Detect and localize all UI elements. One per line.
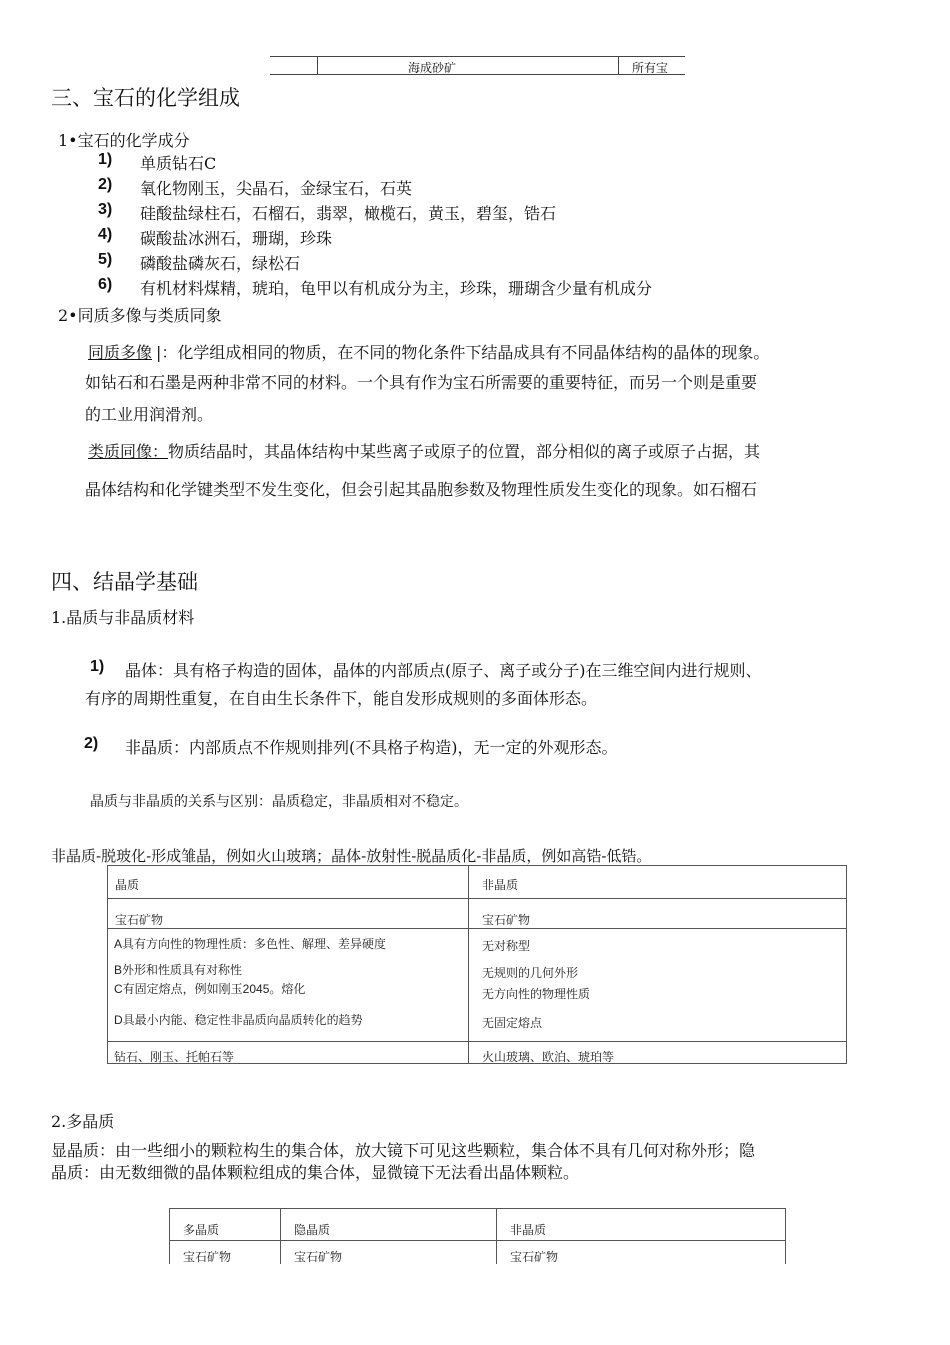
section-3-title: 三、宝石的化学组成 [51,86,240,110]
list-item-num-1: 1) [98,151,113,168]
table1-right-prop-1: 无对称型 [482,939,531,953]
term-isomorphism: 类质同像： [88,442,169,461]
table1-mineral-left-text: 宝石矿物 [115,913,164,927]
fragment-divider-2 [618,56,619,74]
table1-left-prop-b: B外形和性质具有对称性 [114,963,243,977]
section-4-title: 四、结晶学基础 [51,570,198,594]
table2-header-2-text: 隐晶质 [294,1223,331,1237]
crystal-item-num-1: 1) [90,658,105,675]
table1-props-right [469,929,847,1042]
table1-left-prop-a: A具有方向性的物理性质：多色性、解理、差异硬度 [114,937,387,951]
table1-header-right [469,866,847,899]
table2-header-3-text: 非晶质 [510,1223,547,1237]
list-item-text-1: 单质钻石C [140,154,217,173]
table2-header-1 [170,1209,281,1241]
table2-cell-3-text: 宝石矿物 [510,1250,559,1264]
term-mark: | [156,343,162,362]
list-item-num-5: 5) [98,251,113,268]
list-item-text-6: 有机材料煤精，琥珀，龟甲以有机成分为主，珍珠，珊瑚含少量有机成分 [140,279,653,298]
list-item-text-5: 磷酸盐磷灰石，绿松石 [140,254,301,273]
table2-header-1-text: 多晶质 [183,1223,220,1237]
table2-cell-1-text: 宝石矿物 [183,1250,232,1264]
table1-examples-left-text: 钻石、刚玉、托帕石等 [114,1050,235,1064]
list-item-text-4: 碳酸盐冰洲石，珊瑚，珍珠 [140,229,333,248]
table2-header-3 [497,1209,786,1241]
crystal-item-line-1: 晶体：具有格子构造的固体，晶体的内部质点(原子、离子或分子)在三维空间内进行规则、 [125,661,762,680]
table1-mineral-right [469,899,847,929]
section-4-sub-1: 1.晶质与非晶质材料 [51,608,195,627]
poly-line-2: 晶质：由无数细微的晶体颗粒组成的集合体，显微镜下无法看出晶体颗粒。 [51,1163,580,1182]
list-item-num-3: 3) [98,201,113,218]
table2-clip [169,1208,789,1264]
para-2-line-2: 晶体结构和化学键类型不发生变化，但会引起其晶胞参数及物理性质发生变化的现象。如石榴石 [85,480,758,499]
list-item-text-2: 氧化物刚玉，尖晶石，金绿宝石，石英 [140,179,413,198]
table1-examples-left [108,1042,469,1064]
table2-cell-3 [497,1241,786,1265]
section-3-sub-2: 2•同质多像与类质同象 [58,306,222,325]
relation-text: 晶质与非晶质的关系与区别：晶质稳定，非晶质相对不稳定。 [90,794,468,810]
list-item-text-3: 硅酸盐绿柱石，石榴石，翡翠，橄榄石，黄玉，碧玺，锆石 [140,204,557,223]
crystal-item-num-2: 2) [84,735,99,752]
table1-mineral-right-text: 宝石矿物 [482,913,531,927]
poly-line-1: 显晶质：由一些细小的颗粒构生的集合体，放大镜下可见这些颗粒，集合体不具有几何对称外形；隐 [51,1141,756,1160]
table1-right-prop-2: 无规则的几何外形 [482,966,579,980]
para-1-line-2: 如钻石和石墨是两种非常不同的材料。一个具有作为宝石所需要的重要特征，而另一个则是重要 [85,373,758,392]
term-polymorphism: 同质多像 [88,343,153,362]
table1-mineral-left [108,899,469,929]
fragment-cell-1: 海成砂矿 [408,61,457,75]
fragment-divider-1 [317,56,318,74]
table2-cell-1 [170,1241,281,1265]
crystal-comparison-table [107,865,847,1064]
table1-examples-right-text: 火山玻璃、欧泊、琥珀等 [482,1050,615,1064]
table2-cell-2 [281,1241,497,1265]
para-2-text: 物质结晶时，其晶体结构中某些离子或原子的位置，部分相似的离子或原子占据，其 [168,442,761,461]
polycrystal-table [169,1208,786,1264]
table1-header-left-text: 晶质 [115,878,140,892]
table1-props-left [108,929,469,1042]
list-item-num-4: 4) [98,226,113,243]
fragment-top-border [270,56,685,57]
para-2-line-1 [88,439,760,462]
para-1-line-3: 的工业用润滑剂。 [85,405,214,424]
table1-left-prop-c: C有固定熔点，例如刚玉2045。熔化 [114,982,306,996]
fragment-bottom-border [270,74,685,75]
section-3-sub-1: 1•宝石的化学成分 [58,131,190,150]
list-item-num-2: 2) [98,176,113,193]
table2-header-2 [281,1209,497,1241]
crystal-item-line-2: 有序的周期性重复，在自由生长条件下，能自发形成规则的多面体形态。 [85,689,598,708]
table1-examples-right [469,1042,847,1064]
section-4-sub-2: 2.多晶质 [51,1112,115,1131]
table1-header-left [108,866,469,899]
fragment-cell-2: 所有宝 [632,61,669,75]
transform-text: 非晶质-脱玻化-形成雏晶，例如火山玻璃；晶体-放射性-脱晶质化-非晶质，例如高锆-低锆。 [51,847,652,865]
para-1-line-1 [88,340,769,363]
crystal-item-2-line: 非晶质：内部质点不作规则排列(不具格子构造)，无一定的外观形态。 [125,738,618,757]
para-1-text: ：化学组成相同的物质，在不同的物化条件下结晶成具有不同晶体结构的晶体的现象。 [161,343,770,362]
table1-right-prop-3: 无方向性的物理性质 [482,987,591,1001]
list-item-num-6: 6) [98,276,113,293]
table1-header-right-text: 非晶质 [482,878,519,892]
table1-left-prop-d: D具最小内能、稳定性非晶质向晶质转化的趋势 [114,1013,363,1027]
table2-cell-2-text: 宝石矿物 [294,1250,343,1264]
table1-right-prop-4: 无固定熔点 [482,1016,543,1030]
